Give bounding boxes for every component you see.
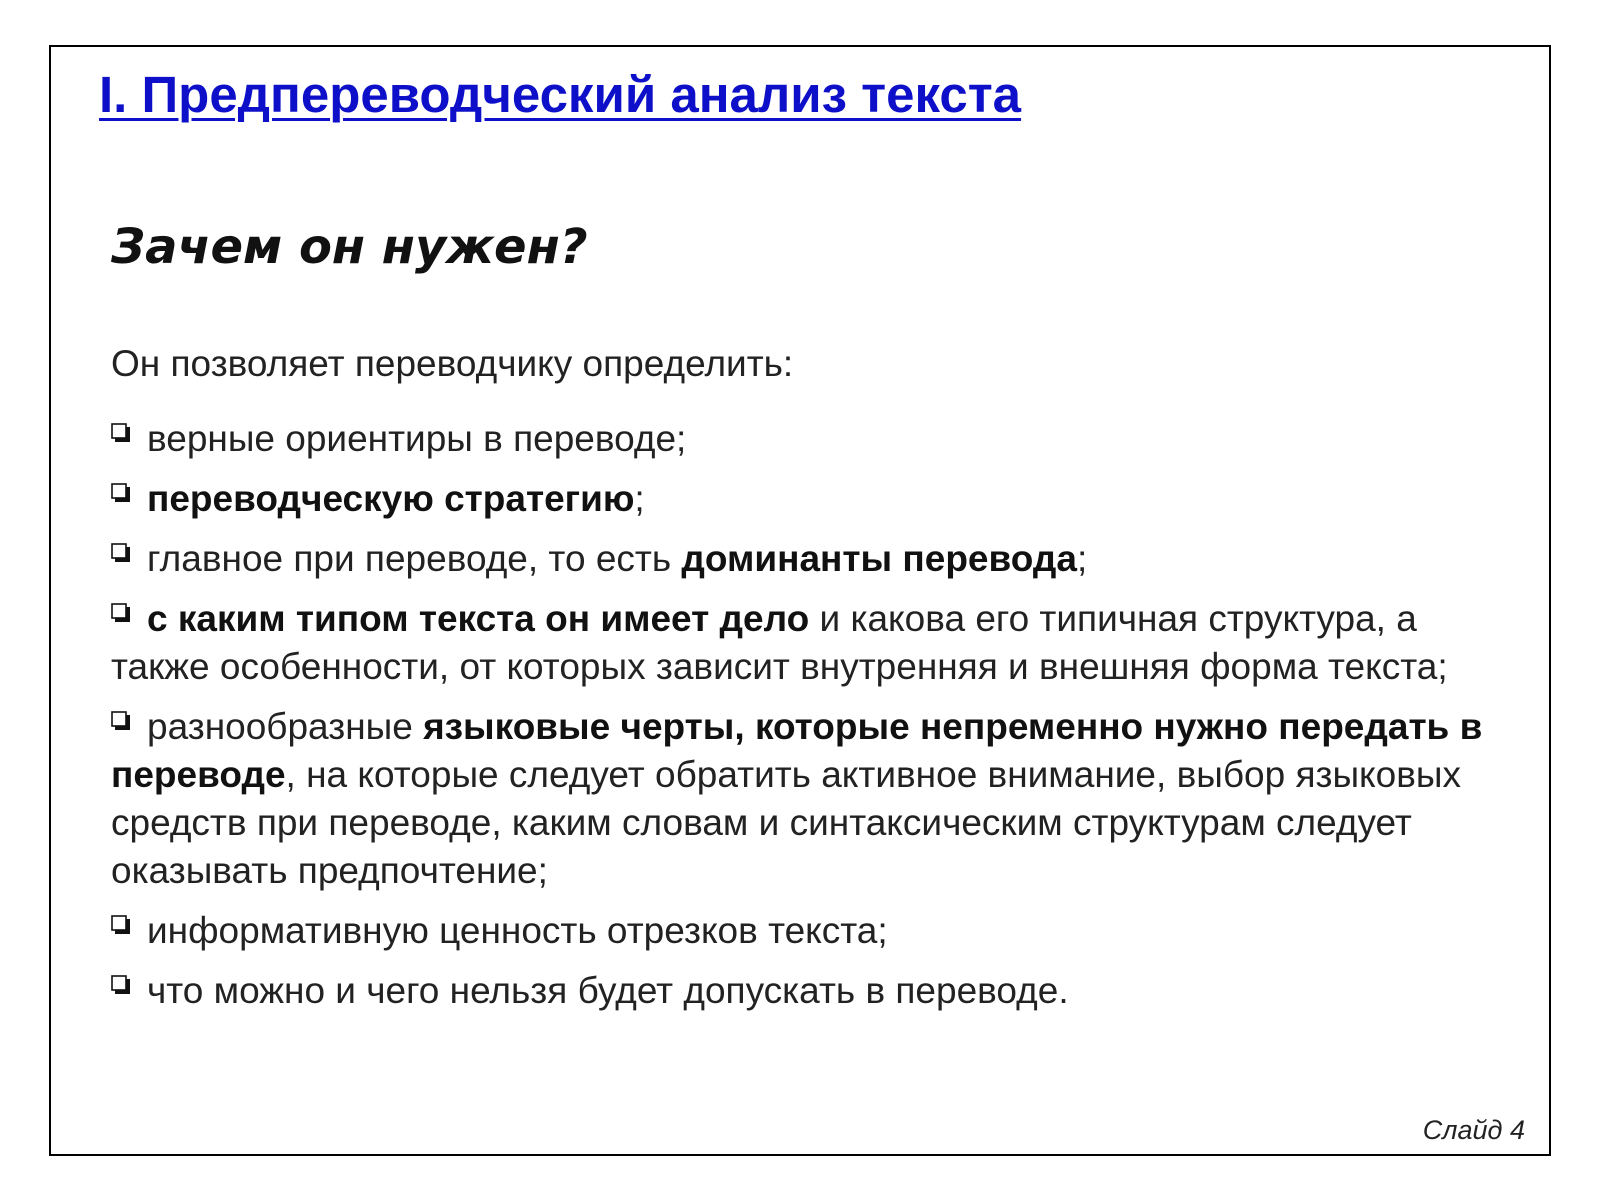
checkbox-bullet-icon [111, 543, 129, 561]
text-segment: разнообразные [147, 706, 424, 747]
bold-text: доминанты перевода [681, 538, 1077, 579]
text-segment: и какова его типичная структура, а также особенности, от которых зависит внутренняя и внешняя форма текста; [111, 598, 1448, 687]
slide-frame [49, 45, 1551, 1156]
list-item [111, 475, 1491, 523]
bold-text: с каким типом текста он имеет дело [147, 598, 810, 639]
bullet-list [111, 415, 1491, 1027]
lead-text: Он позволяет переводчику определить: [111, 343, 794, 384]
text-segment: главное при переводе, то есть [147, 538, 682, 579]
bold-text: переводческую стратегию [147, 478, 635, 519]
list-item [111, 595, 1491, 691]
slide-title-link[interactable]: I. Предпереводческий анализ текста [99, 66, 1022, 123]
checkbox-bullet-icon [111, 711, 129, 729]
checkbox-bullet-icon [111, 975, 129, 993]
list-item [111, 415, 1491, 463]
list-item [111, 535, 1491, 583]
text-segment: , на которые следует обратить активное внимание, выбор языковых средств при переводе, каким словам и синтаксическим структурам следует оказывать предпочтение; [111, 754, 1461, 891]
checkbox-bullet-icon [111, 423, 129, 441]
bold-text: языковые черты, которые непременно нужно передать в переводе [111, 706, 1483, 795]
list-item [111, 703, 1491, 895]
checkbox-bullet-icon [111, 483, 129, 501]
checkbox-bullet-icon [111, 915, 129, 933]
text-segment: ; [1076, 538, 1088, 579]
text-segment: верные ориентиры в переводе; [147, 418, 687, 459]
list-item [111, 907, 1491, 955]
list-item [111, 967, 1491, 1015]
text-segment: ; [634, 478, 645, 519]
slide-number: Слайд 4 [1422, 1115, 1525, 1145]
text-segment: информативную ценность отрезков текста; [147, 910, 888, 951]
checkbox-bullet-icon [111, 603, 129, 621]
text-segment: что можно и чего нельзя будет допускать в переводе. [147, 970, 1069, 1011]
slide-subtitle: Зачем он нужен? [111, 219, 588, 275]
